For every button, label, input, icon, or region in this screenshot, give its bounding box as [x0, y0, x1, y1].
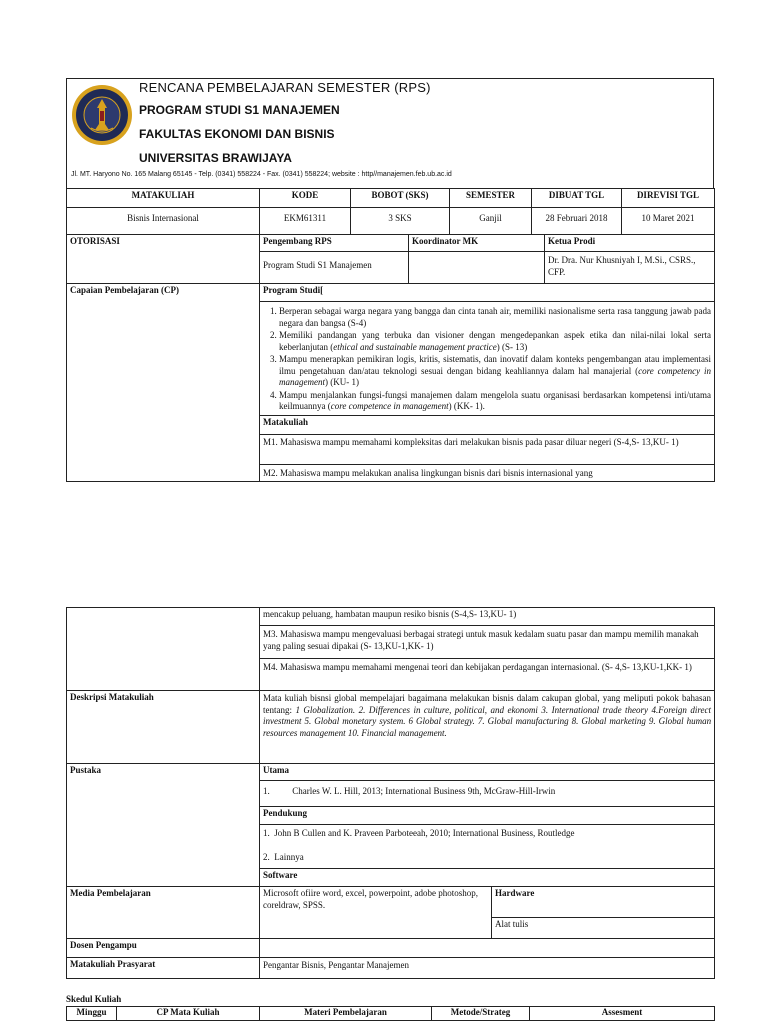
course-value-row — [67, 208, 715, 235]
value-direvisi: 10 Maret 2021 — [622, 208, 715, 235]
skedul-header-minggu: Minggu — [67, 1007, 117, 1021]
value-kode: EKM61311 — [260, 208, 351, 235]
kaprodi-label: Ketua Prodi — [545, 235, 715, 252]
software-label: Software — [260, 869, 715, 887]
deskripsi-row — [67, 691, 715, 764]
cp-item-1: 1. Berperan sebagai warga negara yang bangga dan cinta tanah air, memiliki nasionalisme serta rasa tanggung jawab pada negara dan bangsa (S-4) — [279, 306, 711, 329]
pustaka-pendukung-item-1: 1. John B Cullen and K. Praveen Parboteeah, 2010; International Business, Routledge — [263, 828, 575, 838]
document-page-2 — [0, 600, 768, 1024]
cp-prodi-label-row — [67, 284, 715, 302]
cp-m4: M4. Mahasiswa mampu memahami mengenai teori dan kebijakan perdagangan internasional. (S- 4,S- 13,KU-1,KK- 1) — [260, 659, 715, 691]
pengembang-value: Program Studi S1 Manajemen — [260, 252, 409, 284]
skedul-label: Skedul Kuliah — [66, 994, 122, 1004]
value-dibuat: 28 Februari 2018 — [532, 208, 622, 235]
cp-mk-label: Matakuliah — [260, 415, 715, 434]
software-value: Microsoft ofiire word, excel, powerpoint, adobe photoshop, coreldraw, SPSS. — [260, 887, 492, 939]
otorisasi-label: OTORISASI — [67, 235, 260, 284]
prasyarat-label: Matakuliah Prasyarat — [67, 958, 260, 979]
header-dibuat: DIBUAT TGL — [532, 189, 622, 208]
cp-item-2: 2. Memiliki pandangan yang terbuka dan visioner dengan mengedepankan aspek etika dan nilai-nilai lokal serta keberlanjutan (ethical and sustainable management practice) (S- 13) — [279, 330, 711, 353]
otorisasi-label-row — [67, 235, 715, 252]
pustaka-pendukung-item-2: 2. Lainnya — [263, 851, 304, 862]
media-label: Media Pembelajaran — [67, 887, 260, 939]
hardware-value: Alat tulis — [492, 918, 715, 939]
skedul-header-metode: Metode/Strateg — [432, 1007, 530, 1021]
value-semester: Ganjil — [450, 208, 532, 235]
cp-m1: M1. Mahasiswa mampu memahami kompleksitas dari melakukan bisnis pada pasar diluar negeri (S-4,S- 13,KU- 1) — [260, 434, 715, 464]
skedul-table — [66, 1006, 715, 1021]
prasyarat-value: Pengantar Bisnis, Pengantar Manajemen — [260, 958, 715, 979]
cp-m2-part1: M2. Mahasiswa mampu melakukan analisa lingkungan bisnis dari bisnis internasional yang — [260, 464, 715, 480]
course-info-table — [66, 188, 715, 235]
cp-m3: M3. Mahasiswa mampu mengevaluasi berbagai strategi untuk masuk kedalam suatu pasar dan mampu memilih manakah yang paling sesuai dipakai (S- 13,KU-1,KK- 1) — [260, 626, 715, 659]
pustaka-utama-label: Utama — [260, 764, 715, 781]
kaprodi-value: Dr. Dra. Nur Khusniyah I, M.Si., CSRS., CFP. — [545, 252, 715, 284]
skedul-header-assesment: Assesment — [530, 1007, 715, 1021]
faculty-name: FAKULTAS EKONOMI DAN BISNIS — [139, 127, 335, 141]
document-title: RENCANA PEMBELAJARAN SEMESTER (RPS) — [139, 80, 431, 95]
cp-label: Capaian Pembelajaran (CP) — [67, 284, 260, 482]
koordinator-value — [409, 252, 545, 284]
program-name: PROGRAM STUDI S1 MANAJEMEN — [139, 103, 340, 117]
header-semester: SEMESTER — [450, 189, 532, 208]
koordinator-label: Koordinator MK — [409, 235, 545, 252]
university-logo-icon — [71, 84, 133, 146]
value-bobot: 3 SKS — [351, 208, 450, 235]
header-kode: KODE — [260, 189, 351, 208]
pengembang-label: Pengembang RPS — [260, 235, 409, 252]
skedul-header-cp: CP Mata Kuliah — [117, 1007, 260, 1021]
deskripsi-value: Mata kuliah bisnsi global mempelajari bagaimana melakukan bisnis dalam cakupan global, yang meliputi pokok bahasan tentang: 1 Globalization. 2. Differences in culture, political, and ekonomi 3. International trade theory 4.Foreign direct investment 5. Global monetary system. 6 Global strategy. 7. Global manufacturing 8. Global marketing 9. Global human resources management 10. Financial management. — [260, 691, 715, 764]
hardware-label: Hardware — [492, 887, 715, 918]
pustaka-label: Pustaka — [67, 764, 260, 887]
dosen-label: Dosen Pengampu — [67, 939, 260, 958]
cp-item-3: 3. Mampu menerapkan pemikiran logis, kritis, sistematis, dan inovatif dalam konteks pengembangan atau implementasi ilmu pengetahuan dan/atau teknologi sesuai dengan bidang keahliannya dalam hal manajerial (core competency in management) (KU- 1) — [279, 354, 711, 389]
dosen-row — [67, 939, 715, 958]
dosen-value — [260, 939, 715, 958]
skedul-header-materi: Materi Pembelajaran — [260, 1007, 432, 1021]
pustaka-utama-label-row — [67, 764, 715, 781]
media-row-1 — [67, 887, 715, 918]
value-matakuliah: Bisnis Internasional — [67, 208, 260, 235]
deskripsi-label: Deskripsi Matakuliah — [67, 691, 260, 764]
rps-main-table-1 — [66, 234, 715, 482]
cp-prodi-label: Program Studi[ — [260, 284, 715, 302]
cp-m2-cont-row — [67, 608, 715, 626]
skedul-header-row — [67, 1007, 715, 1021]
cp-label-continued — [67, 608, 260, 691]
header-matakuliah: MATAKULIAH — [67, 189, 260, 208]
document-page-1 — [0, 0, 768, 490]
header-bobot: BOBOT (SKS) — [351, 189, 450, 208]
pustaka-pendukung-list — [260, 825, 715, 869]
rps-main-table-2 — [66, 607, 715, 979]
cp-prodi-list — [260, 302, 715, 416]
course-header-row — [67, 189, 715, 208]
address-line: Jl. MT. Haryono No. 165 Malang 65145 - Telp. (0341) 558224 - Fax. (0341) 558224; website : http//manajemen.feb.ub.ac.id — [71, 171, 452, 178]
prasyarat-row — [67, 958, 715, 979]
cp-m2-part2: mencakup peluang, hambatan maupun resiko bisnis (S-4,S- 13,KU- 1) — [260, 608, 715, 626]
letterhead — [66, 78, 714, 188]
cp-item-4: 4. Mampu menjalankan fungsi-fungsi manajemen dalam mengelola suatu organisasi berdasarkan kompetensi inti/utama keilmuannya (core competence in management) (KK- 1). — [279, 390, 711, 413]
header-direvisi: DIREVISI TGL — [622, 189, 715, 208]
university-name: UNIVERSITAS BRAWIJAYA — [139, 151, 292, 165]
pustaka-pendukung-label: Pendukung — [260, 807, 715, 825]
pustaka-utama-item: 1. Charles W. L. Hill, 2013; International Business 9th, McGraw-Hill-Irwin — [260, 781, 715, 807]
